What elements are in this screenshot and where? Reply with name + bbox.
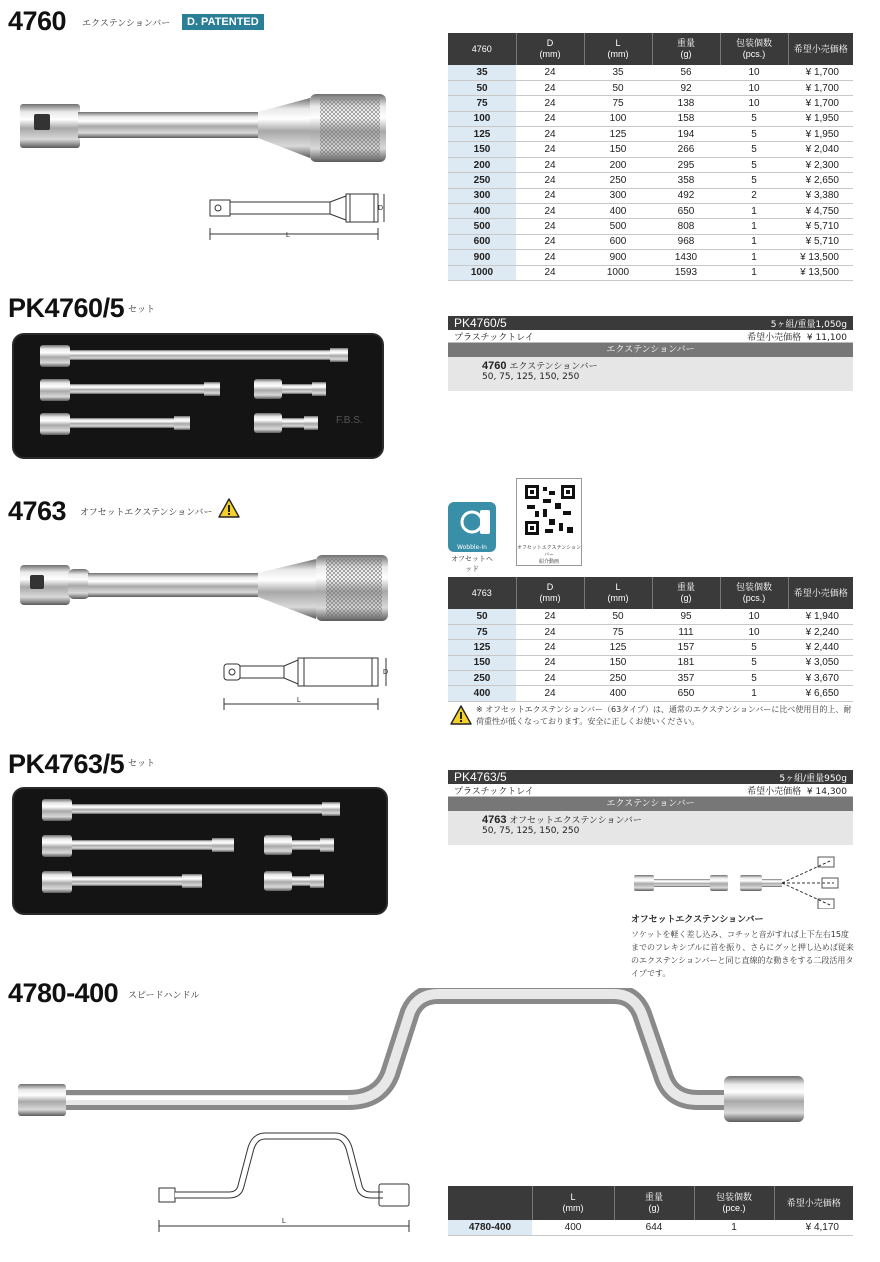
set-tray-pk4763 [12,787,388,915]
name-4760: エクステンションバー [82,19,171,29]
table-cell: ¥ 2,440 [788,640,853,655]
offset-head-icon [448,502,496,573]
col-header: 希望小売価格 [788,577,853,609]
table-cell: 95 [652,609,720,624]
table-row [448,204,853,219]
table-cell: ¥ 1,700 [788,80,853,95]
dim-l-4763: L [297,697,301,704]
row-model-cell: 75 [448,624,516,639]
table-cell: 50 [584,80,652,95]
col-header: D (mm) [516,33,584,65]
table-cell: 5 [720,173,788,188]
table-cell: ¥ 4,170 [774,1220,853,1235]
set-sizes: 50, 75, 125, 150, 250 [482,372,580,382]
col-header: 4763 [448,577,516,609]
col-header [448,1186,532,1220]
col-header: L (mm) [532,1186,614,1220]
table-row [448,655,853,670]
set-price-group [747,330,847,343]
model-pk4763: PK4763/5 [8,749,125,779]
row-model-cell: 400 [448,686,516,701]
table-cell: 194 [652,127,720,142]
set-info-pk4763 [448,770,853,845]
col-header: 重量 (g) [614,1186,694,1220]
table-cell: 24 [516,188,584,203]
table-cell: 24 [516,655,584,670]
table-cell: 10 [720,65,788,80]
set-item-code: 4763 [482,814,507,826]
row-model-cell: 150 [448,142,516,157]
offset-mechanism-illustration [630,855,840,909]
table-cell: ¥ 1,700 [788,65,853,80]
table-cell: 125 [584,640,652,655]
col-header: L (mm) [584,577,652,609]
table-cell: 125 [584,127,652,142]
table-cell: 5 [720,655,788,670]
col-header: 重量 (g) [652,577,720,609]
table-row [448,127,853,142]
table-cell: 24 [516,157,584,172]
row-model-cell: 125 [448,640,516,655]
table-cell: 24 [516,686,584,701]
table-cell: 158 [652,111,720,126]
set-header [448,316,853,330]
row-model-cell: 50 [448,80,516,95]
table-cell: 1 [720,265,788,280]
table-cell: ¥ 6,650 [788,686,853,701]
table-cell: 24 [516,142,584,157]
table-cell: 900 [584,250,652,265]
table-header-row [448,1186,853,1220]
set-tray-row [448,784,853,797]
table-row [448,250,853,265]
col-header: D (mm) [516,577,584,609]
set-tray-pk4760 [12,333,384,459]
row-model-cell: 250 [448,671,516,686]
row-model-cell: 35 [448,65,516,80]
qr-code-icon [517,479,581,541]
table-cell: 492 [652,188,720,203]
table-cell: 600 [584,234,652,249]
table-cell: 24 [516,111,584,126]
offset-extension-bar-4763-photo [20,555,392,625]
spec-table-4780 [448,1186,853,1236]
set-price-group [747,784,847,797]
col-header: 希望小売価格 [788,33,853,65]
tray-mark: F.B.S. [336,415,363,426]
table-cell: 35 [584,65,652,80]
table-cell: 5 [720,127,788,142]
table-cell: 5 [720,111,788,126]
row-model-cell: 125 [448,127,516,142]
table-cell: 10 [720,609,788,624]
table-cell: 24 [516,204,584,219]
table-cell: 5 [720,671,788,686]
col-header: 重量 (g) [652,33,720,65]
set-tray-type: プラスチックトレイ [454,786,534,797]
set-price-label: 希望小売価格 [747,332,802,343]
table-cell: 56 [652,65,720,80]
row-model-cell: 400 [448,204,516,219]
col-header: 包装個数 (pce.) [694,1186,774,1220]
row-model-cell: 300 [448,188,516,203]
table-row [448,96,853,111]
warning-icon [218,498,240,518]
table-row [448,671,853,686]
table-cell: 357 [652,671,720,686]
table-cell: 1000 [584,265,652,280]
table-cell: 1430 [652,250,720,265]
table-cell: 157 [652,640,720,655]
table-cell: ¥ 3,050 [788,655,853,670]
row-model-cell: 500 [448,219,516,234]
table-cell: 111 [652,624,720,639]
table-cell: 1 [694,1220,774,1235]
table-row [448,188,853,203]
table-cell: 200 [584,157,652,172]
caution-note-4763: ※ オフセットエクステンションバー（63タイプ）は、通常のエクステンションバーに比べ使用目的上、耐荷重性が低くなっております。安全に正しくお使いください。 [476,705,852,726]
set-pack: 5ヶ組/重量950g [779,773,847,784]
patent-badge: D. PATENTED [182,14,264,30]
table-cell: 138 [652,96,720,111]
table-cell: 10 [720,80,788,95]
table-cell: 300 [584,188,652,203]
col-header: 包装個数 (pcs.) [720,33,788,65]
table-cell: ¥ 3,380 [788,188,853,203]
table-cell: 1593 [652,265,720,280]
table-cell: ¥ 1,700 [788,96,853,111]
table-cell: 10 [720,624,788,639]
icon-top-label: Wobble-In [457,544,487,551]
table-cell: 24 [516,234,584,249]
table-cell: 75 [584,96,652,111]
table-cell: 250 [584,671,652,686]
row-model-cell: 50 [448,609,516,624]
table-cell: 75 [584,624,652,639]
warning-icon [450,705,472,725]
table-cell: ¥ 2,240 [788,624,853,639]
model-4760: 4760 [8,6,67,36]
row-model-cell: 250 [448,173,516,188]
qr-code-box [516,478,582,566]
table-cell: 2 [720,188,788,203]
spec-table-4763 [448,577,853,702]
table-cell: 250 [584,173,652,188]
table-cell: 1 [720,250,788,265]
table-cell: 24 [516,96,584,111]
table-cell: ¥ 2,650 [788,173,853,188]
set-tray-type: プラスチックトレイ [454,332,534,343]
table-cell: 24 [516,624,584,639]
offset-extension-bar-4763-drawing [222,652,392,712]
row-model-cell: 1000 [448,265,516,280]
qr-caption: オフセットエクステンションバー 紹介動画 [517,545,581,565]
table-row [448,142,853,157]
tray-tools-pk4763 [14,789,386,913]
table-cell: ¥ 1,950 [788,127,853,142]
set-code: PK4763/5 [454,770,507,784]
set-contents [448,811,853,845]
table-row [448,609,853,624]
table-cell: ¥ 1,940 [788,609,853,624]
table-cell: 266 [652,142,720,157]
spec-table-4760 [448,33,853,281]
set-code: PK4760/5 [454,316,507,330]
table-cell: 500 [584,219,652,234]
dim-d-4760: D [378,205,384,212]
table-cell: ¥ 13,500 [788,265,853,280]
table-row [448,157,853,172]
name-4763: オフセットエクステンションバー [80,508,213,518]
set-section: エクステンションバー [448,343,853,357]
table-row [448,111,853,126]
table-cell: 1 [720,234,788,249]
table-cell: 808 [652,219,720,234]
table-cell: 358 [652,173,720,188]
name-pk4760: セット [128,305,156,315]
set-contents [448,357,853,391]
table-cell: 24 [516,219,584,234]
table-cell: 295 [652,157,720,172]
table-cell: 1 [720,219,788,234]
table-cell: 24 [516,671,584,686]
table-cell: 24 [516,80,584,95]
row-model-cell: 600 [448,234,516,249]
set-tray-row [448,330,853,343]
table-cell: ¥ 5,710 [788,234,853,249]
col-header: 4760 [448,33,516,65]
model-pk4760: PK4760/5 [8,293,125,323]
row-model-cell: 100 [448,111,516,126]
extension-bar-4760-drawing [208,188,388,244]
table-row [448,234,853,249]
set-header [448,770,853,784]
table-cell: 150 [584,655,652,670]
extension-bar-4760-photo [20,92,390,167]
table-row [448,219,853,234]
table-cell: 5 [720,640,788,655]
row-model-cell: 900 [448,250,516,265]
table-cell: 24 [516,250,584,265]
table-cell: ¥ 13,500 [788,250,853,265]
name-4780: スピードハンドル [128,991,200,1001]
table-cell: 400 [532,1220,614,1235]
tray-tools-pk4760 [14,335,382,457]
table-cell: 24 [516,640,584,655]
set-info-pk4760 [448,316,853,391]
set-sizes: 50, 75, 125, 150, 250 [482,826,580,836]
model-4763: 4763 [8,496,67,526]
table-cell: ¥ 2,300 [788,157,853,172]
table-row [448,65,853,80]
table-cell: 24 [516,127,584,142]
table-cell: 1 [720,686,788,701]
table-cell: 400 [584,686,652,701]
set-price: ¥ 11,100 [806,332,847,343]
table-cell: 92 [652,80,720,95]
row-model-cell: 150 [448,655,516,670]
table-cell: ¥ 5,710 [788,219,853,234]
set-item-code: 4760 [482,360,507,372]
table-cell: 400 [584,204,652,219]
set-item-name: オフセットエクステンションバー [509,816,642,826]
table-row [448,1220,853,1235]
table-cell: ¥ 3,670 [788,671,853,686]
table-row [448,686,853,701]
table-cell: 650 [652,204,720,219]
table-cell: 24 [516,265,584,280]
table-cell: 24 [516,173,584,188]
table-cell: 5 [720,157,788,172]
table-cell: 644 [614,1220,694,1235]
set-price-label: 希望小売価格 [747,786,802,797]
table-header-row [448,33,853,65]
model-4780: 4780-400 [8,978,119,1008]
table-cell: ¥ 2,040 [788,142,853,157]
col-header: 包装個数 (pcs.) [720,577,788,609]
table-cell: 50 [584,609,652,624]
icon-label: オフセットヘッド [451,555,493,573]
table-row [448,80,853,95]
feature-title: オフセットエクステンションバー [631,915,764,925]
table-cell: 100 [584,111,652,126]
table-cell: 5 [720,142,788,157]
table-row [448,624,853,639]
name-pk4763: セット [128,759,156,769]
row-model-cell: 4780-400 [448,1220,532,1235]
dim-l-4780: L [282,1218,286,1225]
dim-l-4760: L [286,232,290,239]
table-cell: 181 [652,655,720,670]
set-item-name: エクステンションバー [509,362,598,372]
set-pack: 5ヶ組/重量1,050g [770,319,847,330]
row-model-cell: 75 [448,96,516,111]
feature-text: ソケットを軽く差し込み、コチッと音がすれば上下左右15度までのフレキシブルに首を振り、さらにグッと押し込めば従来のエクステンションバーと同じ直線的な動きをする二段活用タイプです。 [631,930,854,978]
speed-handle-photo [18,988,818,1138]
set-section: エクステンションバー [448,797,853,811]
table-cell: 24 [516,65,584,80]
speed-handle-drawing [155,1132,415,1242]
table-cell: 10 [720,96,788,111]
table-row [448,173,853,188]
col-header: L (mm) [584,33,652,65]
table-cell: ¥ 4,750 [788,204,853,219]
set-price: ¥ 14,300 [806,786,847,797]
table-cell: ¥ 1,950 [788,111,853,126]
row-model-cell: 200 [448,157,516,172]
table-row [448,640,853,655]
table-row [448,265,853,280]
col-header: 希望小売価格 [774,1186,853,1220]
table-cell: 150 [584,142,652,157]
table-cell: 968 [652,234,720,249]
table-cell: 1 [720,204,788,219]
table-header-row [448,577,853,609]
table-cell: 650 [652,686,720,701]
table-cell: 24 [516,609,584,624]
dim-d-4763: D [383,669,389,676]
